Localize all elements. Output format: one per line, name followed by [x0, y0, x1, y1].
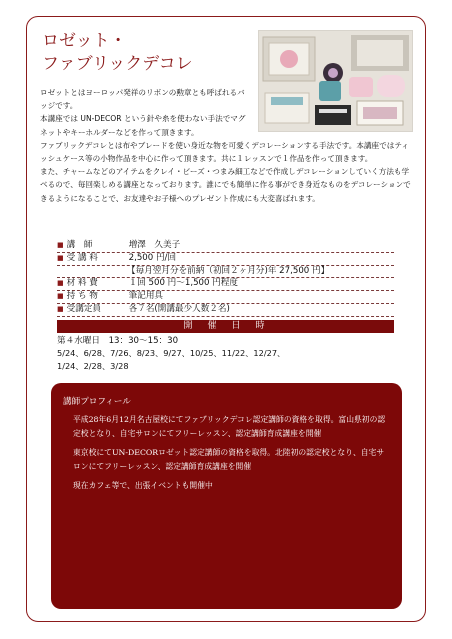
fee-note: 【毎月翌月分を前納（初回２ヶ月分)年 27,500 円】	[127, 265, 330, 276]
fee-value: 2,500 円/回	[128, 252, 177, 263]
info-row-material	[57, 278, 394, 291]
bullet-icon: ■	[57, 253, 64, 262]
info-row-fee	[57, 253, 394, 266]
profile-paragraph: 現在カフェ等で、出張イベントも開催中	[73, 481, 213, 490]
fee-label: 受 講 料	[66, 252, 98, 263]
description-paragraph: また、チャームなどのアイテムをクレイ・ビーズ・つまみ細工などで作成しデコレーションしていく方法も学べるので、毎回楽しめる講座となっております。誰にでも簡単に作る事ができ身近なものをデコレーションできるようになることで、お友達やお子様へのプレゼント作成にも大変喜ばれます。	[40, 167, 411, 203]
items-value: 筆記用具	[128, 291, 164, 302]
schedule-time: 第４水曜日 13：30～15：30	[57, 335, 179, 346]
info-row-items	[57, 291, 394, 304]
instructor-label: 講 師	[66, 240, 93, 250]
material-label: 材 料 費	[66, 278, 98, 289]
info-row-fee-note	[57, 266, 394, 279]
description-paragraph: ロゼットとはヨーロッパ発祥のリボンの勲章とも呼ばれるバッジです。	[40, 88, 245, 111]
bullet-icon: ■	[57, 304, 64, 313]
material-value: １回 500 円～1,500 円程度	[128, 278, 238, 289]
instructor-value: 増澤 久美子	[128, 240, 181, 250]
page-title: ロゼット・ ファブリックデコレ	[42, 31, 193, 74]
course-info	[57, 240, 394, 373]
description-intro	[40, 86, 252, 139]
title-block	[42, 30, 252, 76]
description-paragraph: ファブリックデコレとは布やブレードを使い身近な物を可愛くデコレーションする手法です。本講座ではティッシュケース等の小物作品を中心に作って頂きます。共に１レッスンで１作品を作って頂きます。	[40, 140, 409, 164]
capacity-label: 受講定員	[66, 303, 102, 314]
schedule-heading: 開 催 日 時	[57, 320, 394, 333]
info-row-instructor	[57, 240, 394, 253]
profile-heading: 講師プロフィール	[63, 397, 131, 407]
schedule-dates: 5/24、6/28、7/26、8/23、9/27、10/25、11/22、12/27、 1/24、2/28、3/28	[57, 347, 286, 371]
profile-paragraph: 東京校にてUN-DECORロゼット認定講師の資格を取得。北陸初の認定校となり、自宅サロンにてフリーレッスン、認定講師育成講座を開催	[73, 448, 385, 471]
bullet-icon: ■	[57, 292, 64, 301]
info-row-capacity	[57, 304, 394, 317]
course-description	[40, 86, 412, 205]
profile-paragraph: 平成28年6月12月名古屋校にてファブリックデコレ認定講師の資格を取得。富山県初の認定校となり、自宅サロンにてフリーレッスン、認定講師育成講座を開催	[73, 415, 386, 438]
capacity-value: 各７名(開講最少人数２名)	[128, 303, 230, 314]
description-paragraph: 本講座では UN-DECOR という針や糸を使わない手法でマグネットやキーホルダーなどを作って頂きます。	[40, 114, 246, 137]
bullet-icon: ■	[57, 241, 64, 249]
instructor-profile	[51, 383, 402, 609]
items-label: 持 ち 物	[66, 291, 98, 302]
bullet-icon: ■	[57, 279, 64, 288]
